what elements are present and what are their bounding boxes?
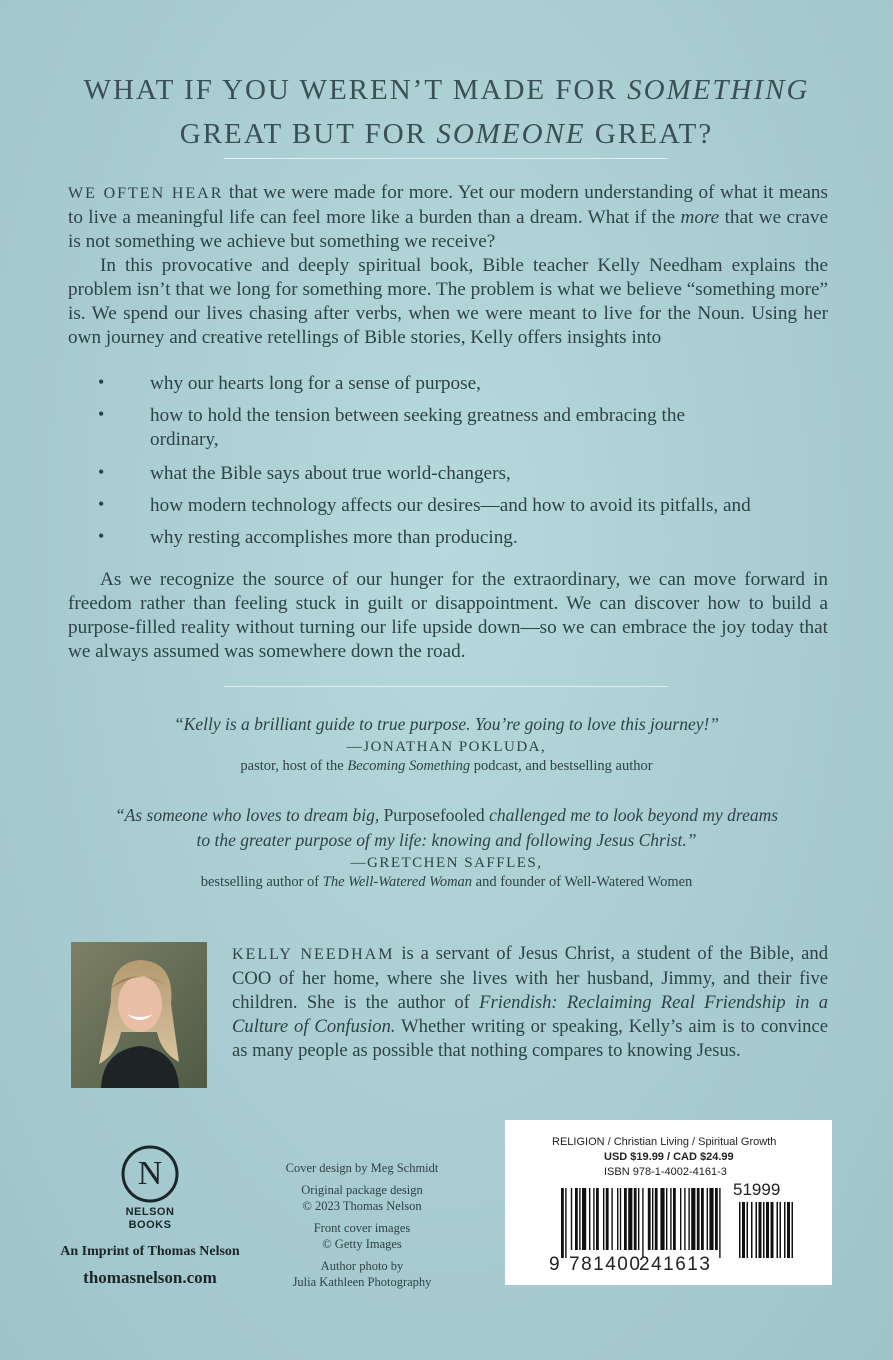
closing-paragraph: As we recognize the source of our hunger for the extraordinary, we can move forward in freedom rather than feeling stuck in guilt or disappointment. We can discover how to build a purpose-filled reality without turning our life upside down—so we can embrace the joy today that we always assumed was somewhere down the road.	[68, 569, 828, 662]
barcode-bar	[688, 1188, 689, 1250]
barcode-bar	[648, 1188, 651, 1250]
barcode-price-code: 51999	[733, 1180, 781, 1199]
barcode-addon-bar	[763, 1202, 765, 1258]
barcode-bar	[697, 1188, 700, 1250]
credit-line: Julia Kathleen Photography	[292, 1275, 432, 1289]
barcode-bar	[660, 1188, 664, 1250]
rule-top	[224, 158, 668, 159]
author-bio-text: KELLY NEEDHAM is a servant of Jesus Christ, a student of the Bible, and COO of her home, where she lives with her husband, Jimmy, and their five children. She is the author of Friendish: Reclaiming Real Friendship in a Culture of Confusion. Whether writing or speaking, Kelly’s aim is to convince as many people as possible that nothing compares to knowing Jesus.	[232, 943, 828, 1061]
barcode-bar	[565, 1188, 566, 1258]
barcode-bar	[611, 1188, 612, 1250]
barcode-addon-bar	[766, 1202, 769, 1258]
barcode-bar	[709, 1188, 713, 1250]
barcode-bar	[617, 1188, 618, 1250]
barcode-bar	[666, 1188, 667, 1250]
barcode-bar	[582, 1188, 586, 1250]
barcode-bar	[680, 1188, 681, 1250]
barcode-bar	[571, 1188, 572, 1250]
barcode-bar	[701, 1188, 704, 1250]
barcode-addon-bar	[771, 1202, 774, 1258]
publisher-url[interactable]: thomasnelson.com	[83, 1268, 217, 1287]
endorsement-role: bestselling author of The Well-Watered Woman and founder of Well-Watered Women	[200, 874, 693, 890]
logo-letter: N	[137, 1155, 163, 1192]
intro	[68, 181, 828, 350]
rule-middle	[224, 686, 668, 687]
barcode-digit-lead: 9	[549, 1254, 560, 1275]
endorsement-1	[90, 712, 803, 775]
barcode-addon-bar	[751, 1202, 753, 1258]
intro-paragraph-2: In this provocative and deeply spiritual book, Bible teacher Kelly Needham explains the problem isn’t that we long for something more. The problem is what we believe “something more” is. We spend our lives chasing after verbs, when we were meant to live for the Noun. Using her own journey and creative retellings of Bible stories, Kelly offers insights into	[68, 255, 828, 348]
barcode-bar	[691, 1188, 695, 1250]
logo-name-1: NELSON	[125, 1206, 175, 1218]
headline-line-1: WHAT IF YOU WEREN’T MADE FOR SOMETHING	[83, 74, 810, 106]
barcode-bar	[707, 1188, 708, 1250]
headline-line-2: GREAT BUT FOR SOMEONE GREAT?	[179, 118, 714, 150]
barcode-addon-bar	[747, 1202, 749, 1258]
barcode-bar	[715, 1188, 718, 1250]
barcode-bar	[634, 1188, 637, 1250]
barcode-addon-bar	[787, 1202, 790, 1258]
intro-paragraph-1: WE OFTEN HEAR that we were made for more. Yet our modern understanding of what it means to live a meaningful life can feel more like a burden than a dream. What if the more that we crave is not something we achieve but something we receive?	[68, 182, 828, 252]
barcode-addon-bar	[784, 1202, 786, 1258]
barcode-bar	[638, 1188, 639, 1250]
barcode-addon-bar	[777, 1202, 779, 1258]
barcode-price: USD $19.99 / CAD $24.99	[604, 1151, 734, 1163]
barcode-bar	[596, 1188, 599, 1250]
credits	[262, 1160, 462, 1290]
author-photo	[71, 942, 207, 1088]
credit-line: Original package design	[301, 1183, 423, 1197]
barcode-bar	[670, 1188, 671, 1250]
logo-name-2: BOOKS	[128, 1219, 172, 1231]
barcode-bar	[628, 1188, 632, 1250]
endorsement-name: —GRETCHEN SAFFLES,	[350, 855, 543, 871]
barcode-addon-bar	[759, 1202, 762, 1258]
credit-line: Author photo by	[320, 1259, 404, 1273]
barcode-bar	[719, 1188, 720, 1258]
nelson-logo	[60, 1144, 240, 1248]
barcode-bar	[575, 1188, 578, 1250]
barcode-addon-bar	[739, 1202, 741, 1258]
imprint: An Imprint of Thomas Nelson	[60, 1244, 240, 1259]
barcode-isbn: ISBN 978-1-4002-4161-3	[604, 1166, 727, 1178]
endorsement-name: —JONATHAN POKLUDA,	[346, 739, 547, 755]
headline	[0, 68, 893, 156]
barcode-panel	[505, 1120, 832, 1285]
barcode-bar	[673, 1188, 676, 1250]
endorsement-quote: “As someone who loves to dream big, Purposefooled challenged me to look beyond my dreams to the greater purpose of my life: knowing and following Jesus Christ.”	[114, 805, 779, 850]
closing	[68, 568, 828, 664]
credit-line: Cover design by Meg Schmidt	[285, 1161, 439, 1175]
barcode-bar	[579, 1188, 580, 1250]
barcode-category: RELIGION / Christian Living / Spiritual Growth	[552, 1136, 777, 1148]
endorsement-2	[110, 803, 783, 891]
barcode-bar	[652, 1188, 653, 1250]
barcode-addon-bar	[742, 1202, 745, 1258]
barcode-bar	[593, 1188, 594, 1250]
barcode-addon-bar	[792, 1202, 794, 1258]
barcode-bar	[620, 1188, 621, 1250]
credit-line: © Getty Images	[322, 1237, 402, 1251]
barcode-bar	[603, 1188, 604, 1250]
endorsement-role: pastor, host of the Becoming Something podcast, and bestselling author	[240, 758, 653, 774]
barcode-bar	[655, 1188, 658, 1250]
barcode-bar	[684, 1188, 685, 1250]
barcode-bar	[589, 1188, 590, 1250]
endorsement-quote: “Kelly is a brilliant guide to true purpose. You’re going to love this journey!”	[173, 714, 720, 734]
author-portrait-icon	[71, 942, 207, 1088]
credit-line: Front cover images	[313, 1221, 411, 1235]
barcode-bar	[624, 1188, 627, 1250]
barcode-bar	[561, 1188, 564, 1258]
barcode-bar	[642, 1188, 643, 1258]
barcode-bar	[606, 1188, 609, 1250]
barcode-addon-bar	[756, 1202, 758, 1258]
publisher-block	[60, 1144, 240, 1287]
author-bio	[232, 942, 828, 1063]
barcode-digits-1: 781400	[569, 1254, 642, 1275]
barcode-digits-2: 241613	[639, 1254, 712, 1275]
barcode-addon-bar	[780, 1202, 782, 1258]
credit-line: © 2023 Thomas Nelson	[302, 1199, 422, 1213]
